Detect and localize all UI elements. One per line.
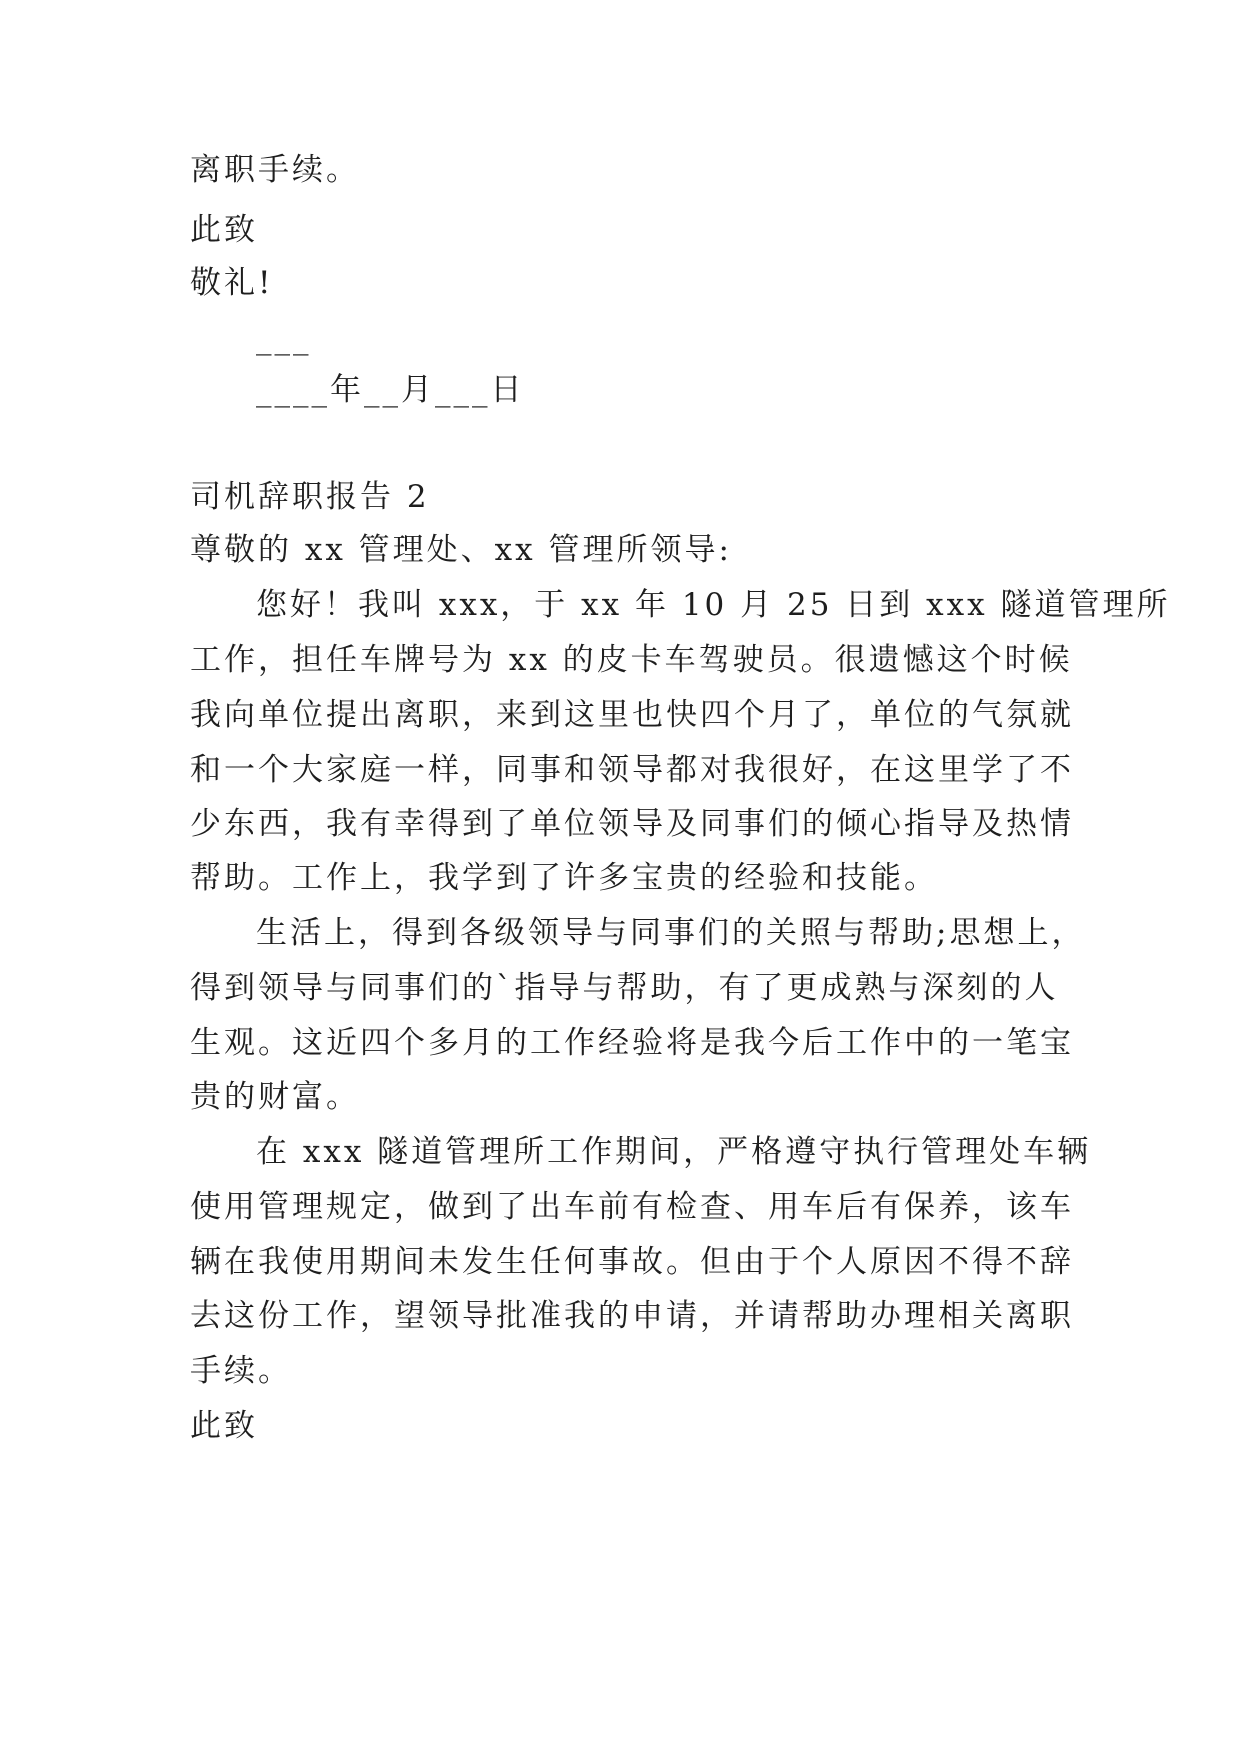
salutation-line: 此致 (190, 212, 258, 248)
salutation-line: 敬礼! (190, 265, 274, 301)
signature-blank: ___ (256, 320, 312, 356)
body-line: 您好！我叫 xxx，于 xx 年 10 月 25 日到 xxx 隧道管理所 (256, 587, 1171, 623)
report-title: 司机辞职报告 2 (190, 479, 430, 515)
body-line: 辆在我使用期间未发生任何事故。但由于个人原因不得不辞 (190, 1244, 1074, 1280)
body-line: 使用管理规定，做到了出车前有检查、用车后有保养，该车 (190, 1189, 1074, 1225)
body-line: 工作，担任车牌号为 xx 的皮卡车驾驶员。很遗憾这个时候 (190, 642, 1073, 678)
date-line: ____年__月___日 (256, 372, 525, 408)
body-line: 去这份工作，望领导批准我的申请，并请帮助办理相关离职 (190, 1298, 1074, 1334)
body-line: 生活上，得到各级领导与同事们的关照与帮助;思想上， (256, 915, 1086, 951)
addressee-line: 尊敬的 xx 管理处、xx 管理所领导: (190, 532, 732, 568)
body-line: 手续。 (190, 1353, 292, 1389)
body-line: 生观。这近四个多月的工作经验将是我今后工作中的一笔宝 (190, 1025, 1074, 1061)
body-line: 帮助。工作上，我学到了许多宝贵的经验和技能。 (190, 860, 938, 896)
body-line: 和一个大家庭一样，同事和领导都对我很好，在这里学了不 (190, 752, 1074, 788)
body-line: 少东西，我有幸得到了单位领导及同事们的倾心指导及热情 (190, 806, 1074, 842)
body-line: 我向单位提出离职，来到这里也快四个月了，单位的气氛就 (190, 697, 1074, 733)
body-line: 贵的财富。 (190, 1079, 360, 1115)
body-line: 得到领导与同事们的`指导与帮助，有了更成熟与深刻的人 (190, 970, 1059, 1006)
closing-line: 离职手续。 (190, 152, 360, 188)
body-line: 在 xxx 隧道管理所工作期间，严格遵守执行管理处车辆 (256, 1134, 1092, 1170)
salutation-line: 此致 (190, 1408, 258, 1444)
